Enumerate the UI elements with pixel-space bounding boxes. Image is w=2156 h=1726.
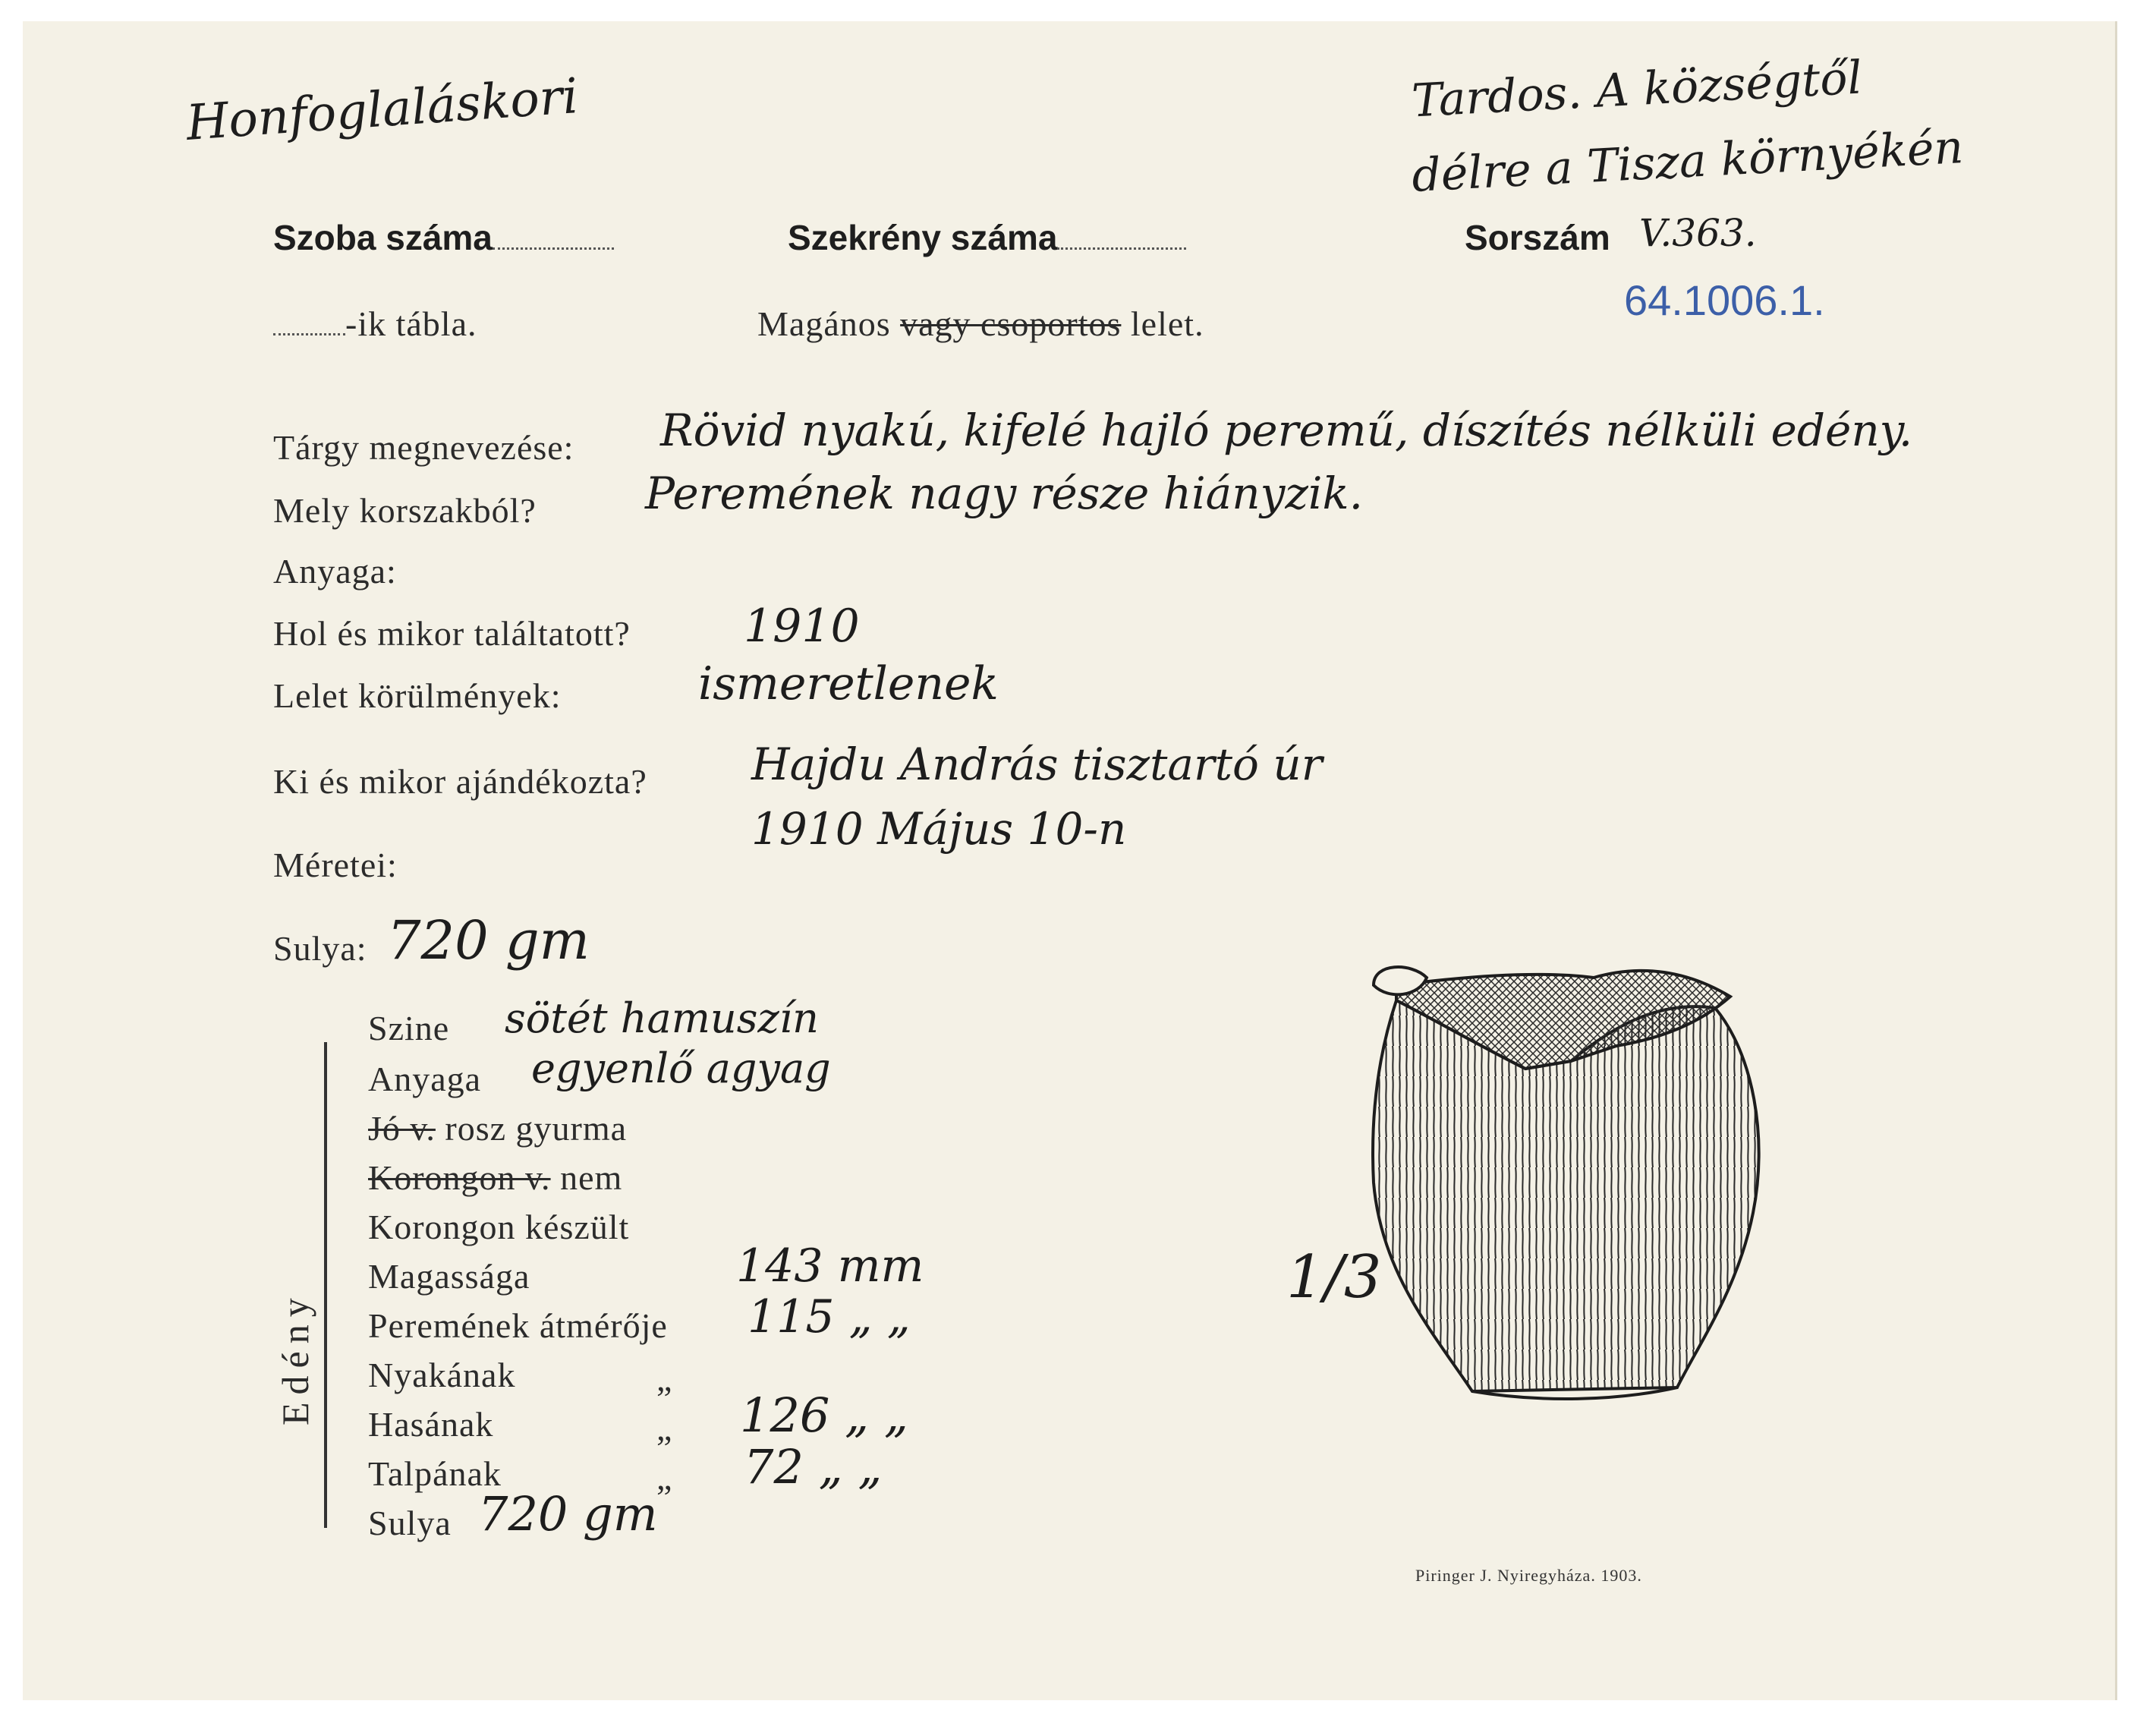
lelet-value: ismeretlenek bbox=[698, 657, 999, 710]
edeny-anyaga-value: egyenlő agyag bbox=[531, 1044, 831, 1092]
hol-value: 1910 bbox=[744, 600, 860, 653]
sorszam-label: Sorszám bbox=[1465, 218, 1610, 257]
edeny-title: Edény bbox=[274, 1290, 316, 1425]
ki-value-line1: Hajdu András tisztartó úr bbox=[751, 739, 1323, 790]
vessel-illustration bbox=[1343, 955, 1799, 1456]
targy-value: Rövid nyakú, kifelé hajló peremű, díszítés nélküli edény. bbox=[660, 405, 1913, 456]
edeny-talpanak-ditto: „ bbox=[656, 1458, 673, 1497]
korszak-label: Mely korszakból? bbox=[273, 491, 537, 530]
location-handwriting-line1: Tardos. A községtől bbox=[1410, 51, 1864, 128]
szoba-szama-label: Szoba száma bbox=[273, 217, 614, 258]
edeny-peremenek-label: Peremének átmérője bbox=[368, 1306, 668, 1345]
catalog-card bbox=[23, 21, 2117, 1700]
edeny-szine-value: sötét hamuszín bbox=[505, 994, 819, 1042]
ki-value-line2: 1910 Május 10-n bbox=[751, 803, 1127, 855]
maganos-lelet-label: Magános vagy csoportos lelet. bbox=[757, 304, 1204, 343]
edeny-sulya-label: Sulya bbox=[368, 1504, 452, 1542]
edeny-hasanak-label: Hasának bbox=[368, 1405, 494, 1444]
edeny-talpanak-label: Talpának bbox=[368, 1454, 502, 1493]
sorszam-value: V.363. bbox=[1639, 211, 1757, 255]
lelet-label: Lelet körülmények: bbox=[273, 676, 562, 715]
edeny-sulya-value: 720 gm bbox=[478, 1486, 658, 1542]
ki-label: Ki és mikor ajándékozta? bbox=[273, 762, 647, 801]
edeny-korongon-v-label: Korongon v. nem bbox=[368, 1158, 623, 1197]
edeny-peremenek-value: 115 „ „ bbox=[748, 1290, 911, 1343]
edeny-gyurma-label: Jó v. rosz gyurma bbox=[368, 1109, 628, 1148]
edeny-nyakanak-label: Nyakának bbox=[368, 1356, 516, 1394]
edeny-hasanak-ditto: „ bbox=[656, 1409, 673, 1447]
location-handwriting-line2: délre a Tisza környékén bbox=[1410, 121, 1965, 203]
edeny-talpanak-value: 72 „ „ bbox=[744, 1439, 883, 1495]
edeny-szine-label: Szine bbox=[368, 1009, 450, 1047]
edeny-magassaga-value: 143 mm bbox=[736, 1239, 924, 1293]
korszak-value: Peremének nagy része hiányzik. bbox=[645, 468, 1364, 519]
inventory-number: 64.1006.1. bbox=[1624, 276, 1825, 324]
szekreny-szama-label: Szekrény száma bbox=[788, 217, 1186, 258]
targy-label: Tárgy megnevezése: bbox=[273, 428, 574, 467]
hol-label: Hol és mikor találtatott? bbox=[273, 614, 631, 653]
meretei-label: Méretei: bbox=[273, 846, 398, 884]
scale-value: 1/3 bbox=[1286, 1243, 1382, 1312]
edeny-bracket bbox=[324, 1042, 327, 1528]
edeny-magassaga-label: Magassága bbox=[368, 1257, 530, 1296]
edeny-anyaga-label: Anyaga bbox=[368, 1060, 482, 1098]
sulya-label: Sulya: bbox=[273, 929, 367, 968]
edeny-hasanak-value: 126 „ „ bbox=[740, 1387, 908, 1443]
anyaga-label: Anyaga: bbox=[273, 552, 397, 591]
sulya-value: 720 gm bbox=[387, 909, 590, 972]
printer-credit: Piringer J. Nyiregyháza. 1903. bbox=[1415, 1566, 1642, 1585]
edeny-nyakanak-ditto: „ bbox=[656, 1359, 673, 1398]
tabla-label: -ik tábla. bbox=[273, 304, 477, 344]
edeny-korongon-keszult-label: Korongon készült bbox=[368, 1208, 630, 1246]
period-handwriting: Honfoglaláskori bbox=[184, 68, 581, 152]
